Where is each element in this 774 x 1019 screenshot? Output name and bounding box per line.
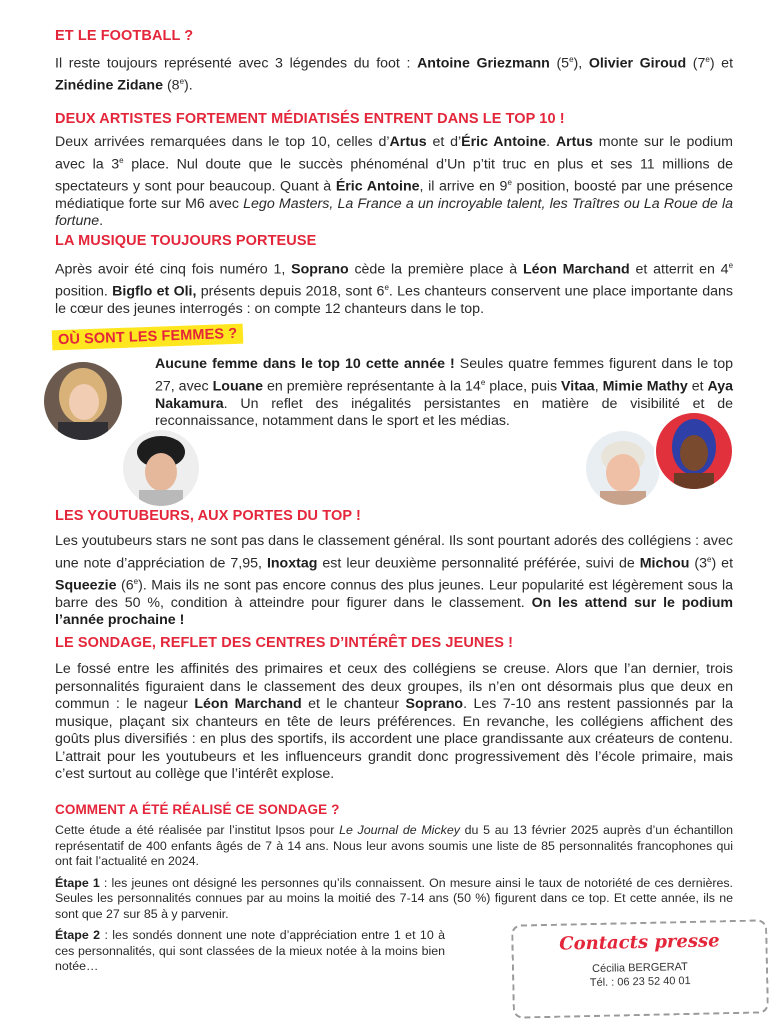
section-title: ET LE FOOTBALL ?	[55, 28, 194, 44]
section-women	[55, 327, 733, 347]
section-text: Aucune femme dans le top 10 cette année ! Seules quatre femmes figurent dans le top 27, avec Louane en première représentante à la 14e place, puis Vitaa, Mimie Mathy et Aya Nakamura. Un reflet des inégalités persistantes en matière de visibilité et de reconnaissance, notamment dans le sport et les médias.	[155, 356, 734, 430]
section-title: OÙ SONT LES FEMMES ?	[55, 327, 733, 347]
method-intro: Cette étude a été réalisée par l’institut Ipsos pour Le Journal de Mickey du 5 au 13 février 2025 auprès d’un échantillon représentatif de 400 enfants âgés de 7 à 14 ans. Nous leur avons soumis une liste de 85 personnalités francophones qui ont fait l’actualité en 2024.	[55, 823, 733, 868]
press-contact-box	[511, 919, 769, 1018]
section-title: COMMENT A ÉTÉ RÉALISÉ CE SONDAGE ?	[55, 802, 340, 817]
section-title: LA MUSIQUE TOUJOURS PORTEUSE	[55, 233, 317, 249]
portrait-icon	[123, 430, 199, 506]
section-football	[55, 28, 733, 95]
section-title: LE SONDAGE, REFLET DES CENTRES D’INTÉRÊT DES JEUNES !	[55, 635, 514, 651]
section-youtube	[55, 508, 733, 630]
section-title: LES YOUTUBEURS, AUX PORTES DU TOP !	[55, 508, 361, 524]
avatar-vitaa	[120, 427, 202, 509]
section-survey	[55, 635, 733, 784]
section-text: Deux arrivées remarquées dans le top 10, celles d’Artus et d’Éric Antoine. Artus monte sur le podium avec la 3e place. Nul doute que le succès phénoménal d’Un p’tit truc en plus et ses 11 millions de spectateurs y sont pour beaucoup. Quant à Éric Antoine, il arrive en 9e position, boosté par une présence médiatique forte sur M6 avec Lego Masters, La France a un incroyable talent, les Traîtres ou La Roue de la fortune.	[55, 134, 734, 230]
section-text: Après avoir été cinq fois numéro 1, Soprano cède la première place à Léon Marchand et atterrit en 4e position. Bigflo et Oli, présents depuis 2018, sont 6e. Les chanteurs conservent une place importante dans le cœur des jeunes interrogés : on compte 12 chanteurs dans le top.	[55, 261, 734, 318]
portrait-icon	[656, 413, 732, 489]
portrait-icon	[586, 431, 660, 505]
portrait-icon	[44, 362, 122, 440]
section-music	[55, 233, 733, 319]
press-name: Cécilia BERGERAT	[591, 960, 688, 976]
avatar-aya-nakamura	[654, 411, 734, 491]
press-title: Contacts presse	[559, 930, 720, 955]
press-phone[interactable]: Tél. : 06 23 52 40 01	[589, 974, 691, 990]
avatar-mimie-mathy	[583, 428, 663, 508]
method-step-2: Étape 2 : les sondés donnent une note d’appréciation entre 1 et 10 à ces personnalités, qui sont classées de la mieux notée à la moins bien notée…	[55, 928, 446, 973]
section-title: DEUX ARTISTES FORTEMENT MÉDIATISÉS ENTRENT DANS LE TOP 10 !	[55, 111, 565, 127]
section-text: Il reste toujours représenté avec 3 légendes du foot : Antoine Griezmann (5e), Olivier Giroud (7e) et Zinédine Zidane (8e).	[55, 55, 734, 94]
avatar-louane	[44, 362, 122, 440]
method-step-1: Étape 1 : les jeunes ont désigné les personnes qu’ils connaissent. On mesure ainsi le taux de notoriété de ces dernières. Seules les personnalités connues par au moins la moitié des 7-14 ans (50 %) figurent dans ce top. Et cette année, ils ne sont que 27 sur 85 à y parvenir.	[55, 875, 733, 921]
section-text: Les youtubeurs stars ne sont pas dans le classement général. Ils sont pourtant adorés des collégiens : avec une note d’appréciation de 7,95, Inoxtag est leur deuxième personnalité préférée, suivi de Michou (3e) et Squeezie (6e). Mais ils ne sont pas encore connus des plus jeunes. Leur popularité est légèrement sous la barre des 50 %, condition à atteindre pour figurer dans le classement. On les attend sur le podium l’année prochaine !	[55, 533, 734, 629]
section-text: Le fossé entre les affinités des primaires et ceux des collégiens se creuse. Alors que l’an dernier, trois personnalités figuraient dans le classement des deux groupes, ils n’en ont désormais plus que deux en commun : le nageur Léon Marchand et le chanteur Soprano. Les 7-10 ans restent passionnés par la musique, plaçant six chanteurs en tête de leurs préférences. En revanche, les collégiens affichent des goûts plus diversifiés : en plus des sportifs, ils accordent une place grandissante aux créateurs de contenu. L’attrait pour les youtubeurs et les influenceurs grandit donc progressivement dès l’école primaire, mais c’est surtout au collège que l’intérêt explose.	[55, 661, 733, 782]
section-artists	[55, 111, 733, 231]
women-text-block	[155, 356, 733, 431]
